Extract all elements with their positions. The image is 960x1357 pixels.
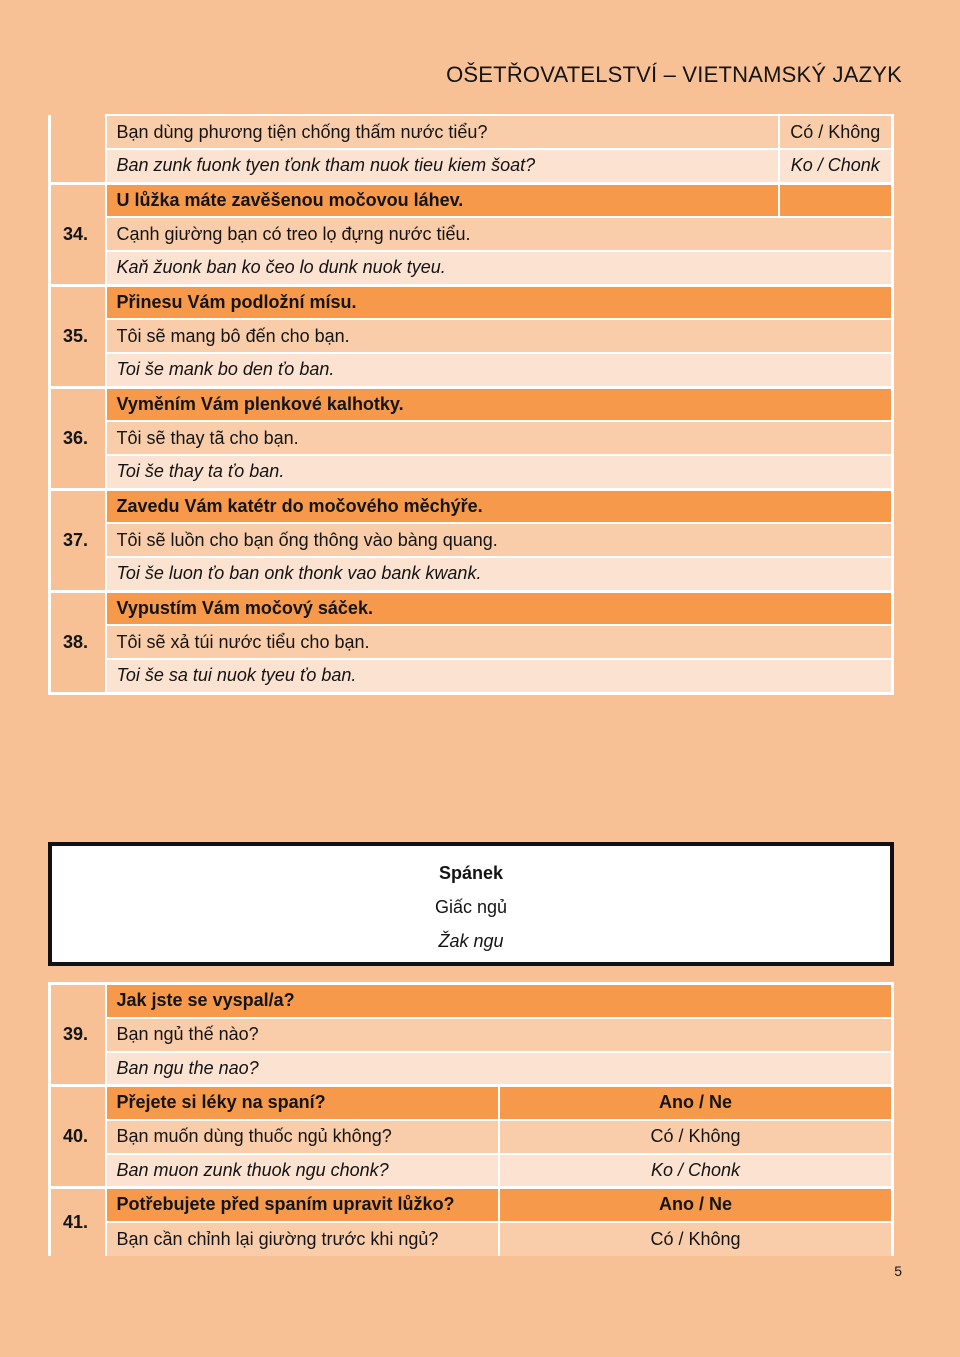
table-row xyxy=(50,1188,893,1222)
entry-number: 35. xyxy=(50,285,106,387)
czech-text: Přejete si léky na spaní? xyxy=(106,1086,500,1120)
table-row xyxy=(50,387,893,421)
vietnamese-text: Bạn muốn dùng thuốc ngủ không? xyxy=(106,1120,500,1154)
table-row xyxy=(50,1086,893,1120)
table-row xyxy=(50,557,893,591)
table-row xyxy=(50,1120,893,1154)
vietnamese-text: Cạnh giường bạn có treo lọ đựng nước tiểu. xyxy=(106,217,893,251)
entry-number: 34. xyxy=(50,183,106,285)
table-row xyxy=(50,523,893,557)
phonetic-text: Toi še luon ťo ban onk thonk vao bank kwank. xyxy=(106,557,893,591)
answer-vn: Có / Không xyxy=(499,1120,893,1154)
section-heading-box xyxy=(48,842,894,966)
page-header-title: OŠETŘOVATELSTVÍ – VIETNAMSKÝ JAZYK xyxy=(446,62,902,87)
table-row xyxy=(50,1154,893,1188)
vietnamese-text: Tôi sẽ luồn cho bạn ống thông vào bàng quang. xyxy=(106,523,893,557)
czech-text: Jak jste se vyspal/a? xyxy=(106,984,893,1018)
table-row xyxy=(50,285,893,319)
table-row xyxy=(50,1052,893,1086)
czech-text: Potřebujete před spaním upravit lůžko? xyxy=(106,1188,500,1222)
phonetic-text: Toi še thay ta ťo ban. xyxy=(106,455,893,489)
table-row xyxy=(50,217,893,251)
answer-vn: Có / Không xyxy=(499,1222,893,1256)
entry-number: 36. xyxy=(50,387,106,489)
vietnamese-text: Tôi sẽ mang bô đến cho bạn. xyxy=(106,319,893,353)
entry-number: 40. xyxy=(50,1086,106,1188)
table-row xyxy=(50,984,893,1018)
phonetic-text: Toi še mank bo den ťo ban. xyxy=(106,353,893,387)
vietnamese-text: Tôi sẽ xả túi nước tiểu cho bạn. xyxy=(106,625,893,659)
phrase-table-bottom xyxy=(48,982,894,1256)
table-row xyxy=(50,251,893,285)
vietnamese-text: Tôi sẽ thay tã cho bạn. xyxy=(106,421,893,455)
table-row xyxy=(50,591,893,625)
table-row xyxy=(50,421,893,455)
entry-number: 41. xyxy=(50,1188,106,1256)
entry-number: 39. xyxy=(50,984,106,1086)
czech-text: U lůžka máte zavěšenou močovou láhev. xyxy=(106,183,779,217)
section-title-czech: Spánek xyxy=(438,863,504,883)
answer-vn: Có / Không xyxy=(779,115,893,149)
vietnamese-text: Bạn cần chỉnh lại giường trước khi ngủ? xyxy=(106,1222,500,1256)
table-row xyxy=(50,625,893,659)
phonetic-text: Toi še sa tui nuok tyeu ťo ban. xyxy=(106,659,893,693)
answer-phonetic: Ko / Chonk xyxy=(779,149,893,183)
section-title-phonetic: Žak ngu xyxy=(438,931,504,951)
table-row xyxy=(50,1018,893,1052)
entry-number: 37. xyxy=(50,489,106,591)
table-row xyxy=(50,659,893,693)
phonetic-text: Ban muon zunk thuok ngu chonk? xyxy=(106,1154,500,1188)
czech-text: Přinesu Vám podložní mísu. xyxy=(106,285,893,319)
phrase-table-top xyxy=(48,114,894,695)
answer-czech: Ano / Ne xyxy=(499,1086,893,1120)
table-row xyxy=(50,353,893,387)
table-row xyxy=(50,183,893,217)
table-row xyxy=(50,115,893,149)
phonetic-text: Ban ngu the nao? xyxy=(106,1052,893,1086)
table-row xyxy=(50,149,893,183)
czech-text: Vyměním Vám plenkové kalhotky. xyxy=(106,387,893,421)
vietnamese-text: Bạn dùng phương tiện chống thấm nước tiểu? xyxy=(106,115,779,149)
czech-text: Zavedu Vám katétr do močového měchýře. xyxy=(106,489,893,523)
answer-phonetic: Ko / Chonk xyxy=(499,1154,893,1188)
table-row xyxy=(50,489,893,523)
czech-text: Vypustím Vám močový sáček. xyxy=(106,591,893,625)
table-row xyxy=(50,1222,893,1256)
entry-number: 38. xyxy=(50,591,106,693)
table-row xyxy=(50,455,893,489)
section-title-vietnamese: Giấc ngủ xyxy=(434,897,508,917)
phonetic-text: Ban zunk fuonk tyen ťonk tham nuok tieu kiem šoat? xyxy=(106,149,779,183)
answer-czech: Ano / Ne xyxy=(499,1188,893,1222)
vietnamese-text: Bạn ngủ thế nào? xyxy=(106,1018,893,1052)
table-row xyxy=(50,319,893,353)
page-number: 5 xyxy=(894,1263,902,1279)
phonetic-text: Kaň žuonk ban ko čeo lo dunk nuok tyeu. xyxy=(106,251,893,285)
entry-number xyxy=(50,115,106,183)
